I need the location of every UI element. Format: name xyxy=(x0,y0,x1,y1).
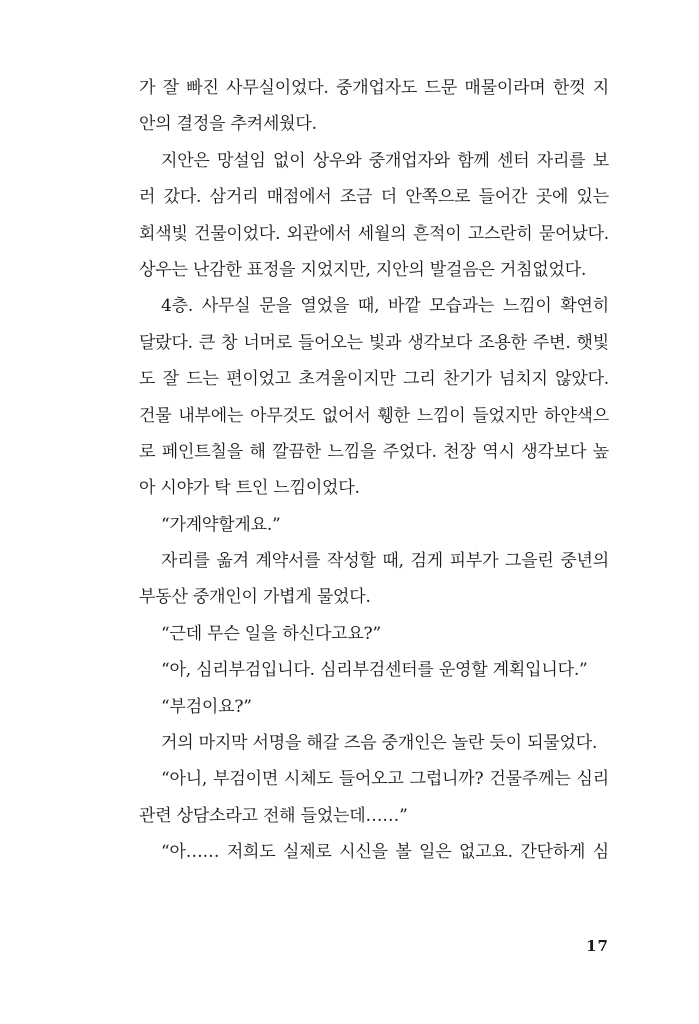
text-line: 관련 상담소라고 전해 들었는데……” xyxy=(139,805,408,826)
text-line: 거의 마지막 서명을 해갈 즈음 중개인은 놀란 듯이 되물었다. xyxy=(161,733,598,754)
text-line: “아니, 부검이면 시체도 들어오고 그럽니까? 건물주께는 심리 xyxy=(161,769,609,790)
text-line: 4층. 사무실 문을 열었을 때, 바깥 모습과는 느낌이 확연히 xyxy=(161,296,609,317)
text-line: 도 잘 드는 편이었고 초겨울이지만 그리 찬기가 넘치지 않았다. xyxy=(139,369,609,390)
text-line: 자리를 옮겨 계약서를 작성할 때, 검게 피부가 그을린 중년의 xyxy=(161,551,609,572)
text-line: 상우는 난감한 표정을 지었지만, 지안의 발걸음은 거침없었다. xyxy=(139,259,587,280)
text-line: “근데 무슨 일을 하신다고요?” xyxy=(161,623,381,644)
page-number: 17 xyxy=(586,937,609,955)
text-line: “가계약할게요.” xyxy=(161,514,281,535)
text-line: 부동산 중개인이 가볍게 물었다. xyxy=(139,587,371,608)
text-line: 달랐다. 큰 창 너머로 들어오는 빛과 생각보다 조용한 주변. 햇빛 xyxy=(139,332,609,353)
text-line: 지안은 망설임 없이 상우와 중개업자와 함께 센터 자리를 보 xyxy=(161,150,609,171)
body-text xyxy=(139,70,609,871)
text-line: 건물 내부에는 아무것도 없어서 휑한 느낌이 들었지만 하얀색으 xyxy=(139,405,609,426)
text-line: 아 시야가 탁 트인 느낌이었다. xyxy=(139,478,360,499)
text-line: “아, 심리부검입니다. 심리부검센터를 운영할 계획입니다.” xyxy=(161,660,588,681)
text-line: 가 잘 빠진 사무실이었다. 중개업자도 드문 매물이라며 한껏 지 xyxy=(139,78,609,98)
text-line: 회색빛 건물이었다. 외관에서 세월의 흔적이 고스란히 묻어났다. xyxy=(139,223,609,244)
text-line: “부검이요?” xyxy=(161,696,252,717)
text-line: 로 페인트칠을 해 깔끔한 느낌을 주었다. 천장 역시 생각보다 높 xyxy=(139,441,609,462)
text-line: “아…… 저희도 실제로 시신을 볼 일은 없고요. 간단하게 심 xyxy=(161,842,609,863)
text-line: 러 갔다. 삼거리 매점에서 조금 더 안쪽으로 들어간 곳에 있는 xyxy=(139,187,609,208)
text-line: 안의 결정을 추켜세웠다. xyxy=(139,114,317,135)
